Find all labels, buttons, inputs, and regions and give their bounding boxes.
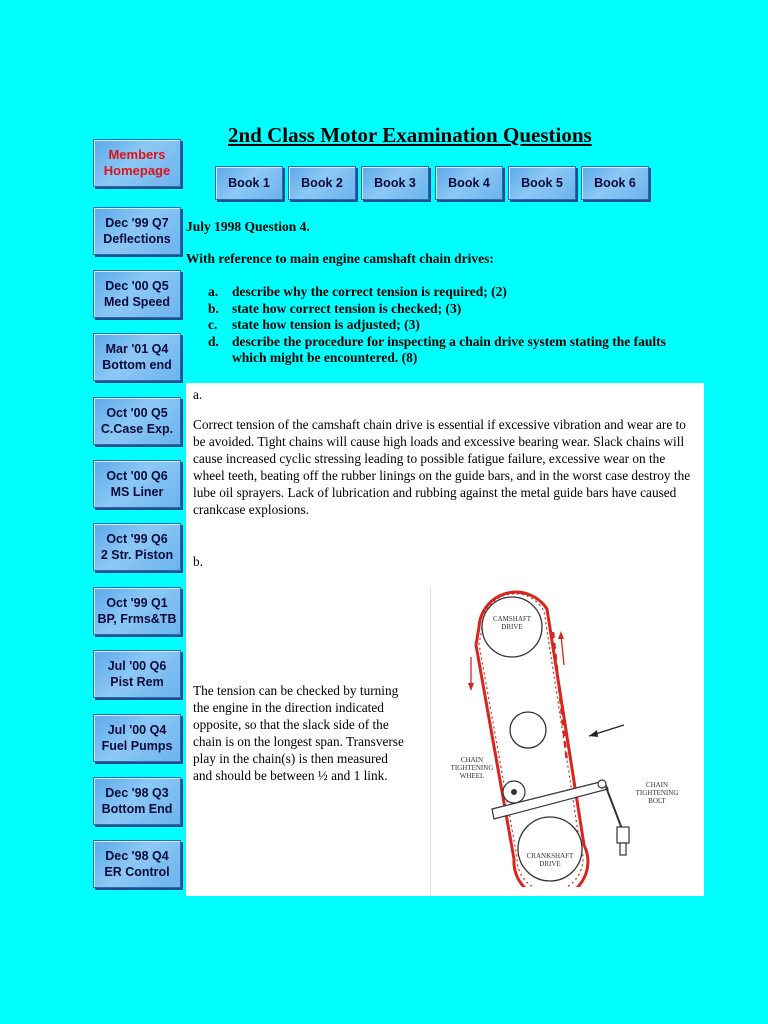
book-6-button[interactable]: Book 6 [581, 166, 649, 200]
sidebar-item-label: Members [108, 147, 166, 162]
sidebar-item-label: Deflections [103, 232, 171, 246]
sidebar-item-label: Homepage [103, 163, 171, 178]
question-text: state how correct tension is checked; (3) [232, 300, 462, 316]
sidebar-item-members-homepage[interactable] [93, 139, 181, 187]
sidebar-item-label: Dec '00 Q5 [105, 279, 169, 293]
bolt-nut [617, 827, 629, 843]
sidebar-item-oct00-q5[interactable] [93, 397, 181, 445]
bolt-label-1: CHAIN [645, 781, 669, 789]
sidebar-item-jul00-q4[interactable] [93, 714, 181, 762]
tightening-bolt [606, 787, 622, 829]
tight-wheel-label-3: WHEEL [459, 772, 485, 780]
sidebar-item-label: Jul '00 Q4 [107, 723, 167, 737]
question-item-a [208, 284, 678, 301]
sidebar-item-label: Med Speed [104, 295, 170, 309]
sidebar-item-jul00-q6[interactable] [93, 650, 181, 698]
chain-drive-svg [444, 587, 694, 887]
book-4-button[interactable]: Book 4 [435, 166, 503, 200]
answer-panel [186, 383, 704, 896]
sidebar-item-label: Jul '00 Q6 [107, 659, 167, 673]
sidebar-item-label: Pist Rem [110, 675, 164, 689]
book-1-button[interactable]: Book 1 [215, 166, 283, 200]
question-heading: July 1998 Question 4. [186, 219, 310, 234]
bolt-label-2: TIGHTENING [635, 789, 679, 797]
question-item-b [208, 301, 678, 318]
question-text: describe the procedure for inspecting a chain drive system stating the faults which might be encountered. (8) [232, 333, 666, 365]
sidebar-item-oct99-q1[interactable] [93, 587, 181, 635]
sidebar-item-label: Oct '00 Q5 [106, 406, 168, 420]
camshaft-label-1: CAMSHAFT [492, 615, 532, 623]
book-3-button[interactable]: Book 3 [361, 166, 429, 200]
direction-arrow-right [561, 635, 564, 665]
bolt-end [620, 843, 626, 855]
book-2-button[interactable]: Book 2 [288, 166, 356, 200]
sidebar-item-label: ER Control [104, 865, 170, 879]
arrowhead-right [558, 631, 564, 639]
lever-pivot [598, 780, 606, 788]
question-text: describe why the correct tension is required; (2) [232, 284, 507, 299]
sidebar-item-label: Mar '01 Q4 [105, 342, 169, 356]
sidebar-item-mar01-q4[interactable] [93, 333, 181, 381]
answer-a-label: a. [193, 387, 203, 402]
sidebar-item-dec00-q5[interactable] [93, 270, 181, 318]
column-divider [430, 587, 431, 896]
sidebar-item-label: C.Case Exp. [100, 422, 174, 436]
tight-wheel-label-2: TIGHTENING [450, 764, 494, 772]
sidebar-item-dec98-q4[interactable] [93, 840, 181, 888]
chain-drive-diagram [444, 587, 694, 887]
crankshaft-label-1: CRANKSHAFT [526, 852, 574, 860]
question-item-c [208, 317, 678, 334]
camshaft-label-2: DRIVE [501, 623, 523, 631]
book-5-button[interactable]: Book 5 [508, 166, 576, 200]
sidebar-item-label: Oct '99 Q1 [106, 596, 168, 610]
sidebar-item-label: Bottom End [101, 802, 173, 816]
sidebar-item-label: Dec '98 Q3 [105, 786, 169, 800]
question-item-d [208, 334, 678, 367]
question-list [208, 284, 678, 367]
page-title: 2nd Class Motor Examination Questions [228, 123, 592, 147]
tightening-wheel-hub [511, 789, 517, 795]
sidebar-item-dec98-q3[interactable] [93, 777, 181, 825]
question-letter: d. [208, 333, 219, 349]
sidebar-item-dec99-q7[interactable] [93, 207, 181, 255]
sidebar-item-label: Dec '98 Q4 [105, 849, 169, 863]
question-letter: a. [208, 284, 219, 299]
answer-a-text: Correct tension of the camshaft chain drive is essential if excessive vibration and wear are to be avoided. Tight chains will cause high loads and excessive bearing wear. Slack chains will cause increased cyclic stressing leading to possible fatigue failure, excessive wear on the wheel teeth, beating off the rubber linings on the guide bars, and in the worst case destroy the lube oil sprayers. Lack of lubrication and rubbing against the metal guide bars have caused crankcase explosions. [193, 417, 691, 517]
question-letter: b. [208, 300, 219, 316]
answer-b-label: b. [193, 554, 203, 569]
crankshaft-wheel [518, 817, 582, 881]
sidebar-item-label: Oct '99 Q6 [106, 532, 168, 546]
sidebar-item-label: Dec '99 Q7 [105, 216, 169, 230]
sidebar-item-label: Fuel Pumps [101, 739, 173, 753]
question-text: state how tension is adjusted; (3) [232, 317, 420, 332]
idler-wheel [510, 712, 546, 748]
pointer-arrowhead [589, 730, 598, 737]
sidebar-item-label: Oct '00 Q6 [106, 469, 168, 483]
tight-wheel-label-1: CHAIN [460, 756, 484, 764]
bolt-label-3: BOLT [648, 797, 666, 805]
sidebar-item-oct00-q6[interactable] [93, 460, 181, 508]
arrowhead-left [468, 683, 474, 691]
sidebar-item-label: 2 Str. Piston [100, 548, 174, 562]
sidebar-item-oct99-q6[interactable] [93, 523, 181, 571]
sidebar-item-label: MS Liner [110, 485, 164, 499]
question-intro: With reference to main engine camshaft chain drives: [186, 251, 494, 266]
sidebar-item-label: Bottom end [102, 358, 172, 372]
answer-b-text: The tension can be checked by turning the engine in the direction indicated opposite, so that the slack side of the chain is on the longest span. Transverse play in the chain(s) is then measured and should be between ½ and 1 link. [193, 683, 404, 783]
sidebar-item-label: BP, Frms&TB [97, 612, 177, 626]
crankshaft-label-2: DRIVE [539, 860, 561, 868]
sidebar [93, 0, 183, 1024]
question-letter: c. [208, 317, 218, 332]
